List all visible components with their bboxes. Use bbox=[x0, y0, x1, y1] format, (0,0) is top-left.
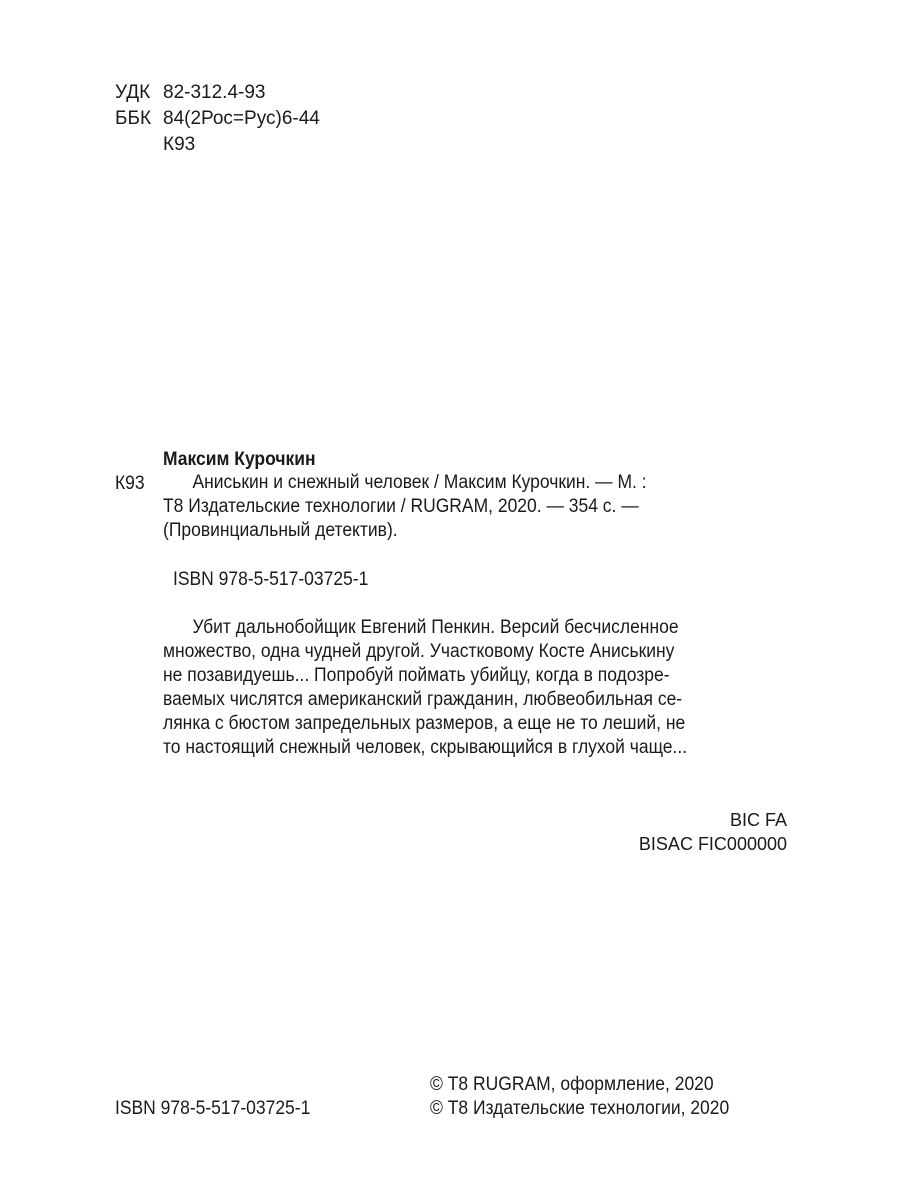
bbk-row bbox=[115, 106, 320, 132]
annotation-line: ваемых числятся американский гражданин, любвеобильная се- bbox=[163, 689, 683, 710]
bisac-code: BISAC FIC000000 bbox=[638, 834, 787, 854]
annotation-line: то настоящий снежный человек, скрывающийся в глухой чаще... bbox=[163, 737, 688, 758]
udk-value: 82-312.4-93 bbox=[163, 82, 266, 103]
isbn-record: ISBN 978-5-517-03725-1 bbox=[173, 569, 369, 590]
annotation-text bbox=[163, 616, 687, 760]
bibliographic-description bbox=[163, 471, 738, 543]
author-mark: К93 bbox=[163, 134, 196, 155]
copyright-line: © Т8 RUGRAM, оформление, 2020 bbox=[430, 1074, 714, 1095]
copyright-block bbox=[430, 1073, 729, 1121]
udk-row bbox=[115, 80, 320, 106]
biblio-line: (Провинциальный детектив). bbox=[163, 520, 398, 541]
annotation-line: не позавидуешь... Попробуй поймать убийцу, когда в подозре- bbox=[163, 665, 670, 686]
biblio-line: Аниськин и снежный человек / Максим Курочкин. — М. : bbox=[192, 472, 647, 493]
bbk-label: ББК bbox=[115, 108, 152, 129]
annotation-line: Убит дальнобойщик Евгений Пенкин. Версий бесчисленное bbox=[192, 617, 679, 638]
biblio-line: Т8 Издательские технологии / RUGRAM, 2020. — 354 с. — bbox=[163, 496, 639, 517]
author-name: Максим Курочкин bbox=[163, 449, 316, 470]
author-mark-row bbox=[115, 132, 320, 158]
isbn-footer: ISBN 978-5-517-03725-1 bbox=[115, 1098, 311, 1119]
record-author-mark: К93 bbox=[115, 473, 145, 494]
classification-block bbox=[115, 80, 320, 158]
bic-code: BIC FA bbox=[729, 810, 787, 830]
copyright-line: © Т8 Издательские технологии, 2020 bbox=[430, 1098, 730, 1119]
udk-label: УДК bbox=[115, 82, 151, 103]
subject-codes bbox=[639, 808, 787, 856]
annotation-line: множество, одна чудней другой. Участковому Косте Аниськину bbox=[163, 641, 675, 662]
bbk-value: 84(2Рос=Рус)6-44 bbox=[163, 108, 320, 129]
annotation-line: лянка с бюстом запредельных размеров, а еще не то леший, не bbox=[163, 713, 686, 734]
